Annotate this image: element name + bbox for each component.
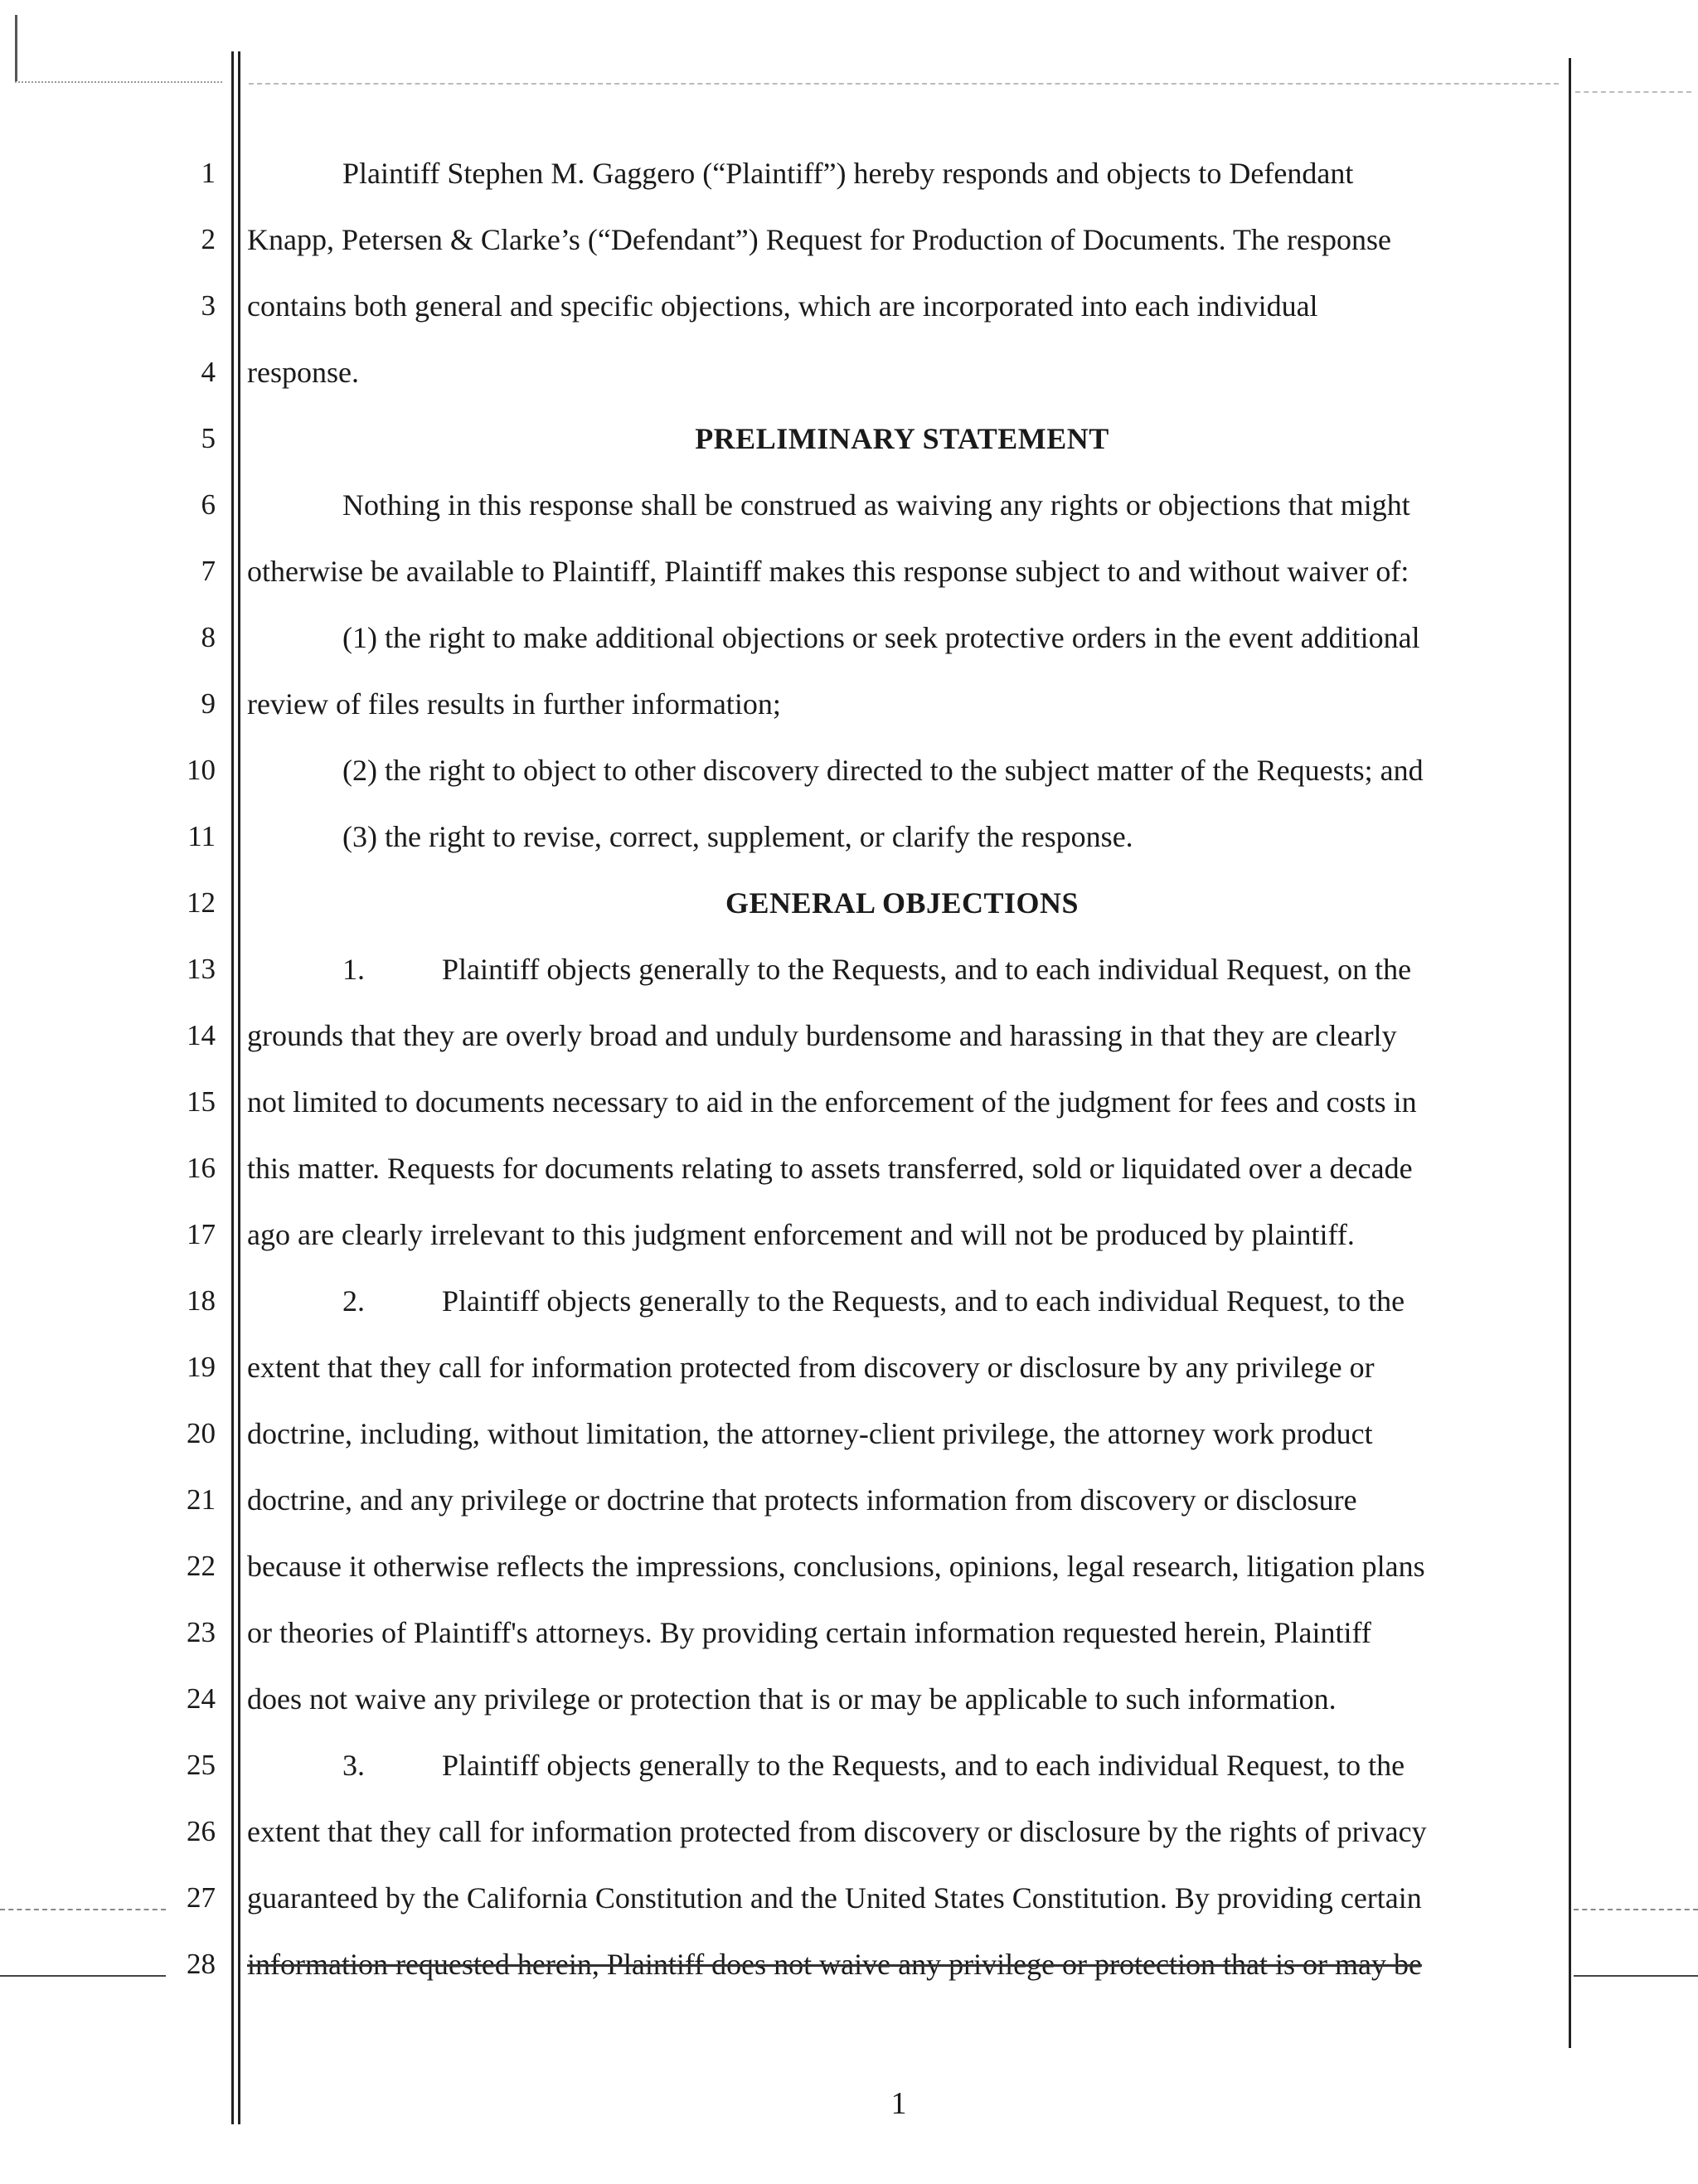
line-number: 27 xyxy=(187,1881,216,1914)
heading-general-objections: GENERAL OBJECTIONS xyxy=(725,886,1079,920)
body-line: this matter. Requests for documents relating to assets transferred, sold or liquidated over a decade xyxy=(247,1152,1413,1185)
body-line: Knapp, Petersen & Clarke’s (“Defendant”) Request for Production of Documents. The response xyxy=(247,223,1391,256)
body-line: (1) the right to make additional objections or seek protective orders in the event additional xyxy=(342,621,1420,654)
heading-preliminary-statement: PRELIMINARY STATEMENT xyxy=(695,422,1109,455)
line-number: 23 xyxy=(187,1616,216,1648)
paragraph-number: 3. xyxy=(342,1749,365,1782)
body-line: ago are clearly irrelevant to this judgment enforcement and will not be produced by plaintiff. xyxy=(247,1218,1355,1251)
corner-dotted-rule xyxy=(15,81,222,83)
line-number: 24 xyxy=(187,1682,216,1715)
line-number: 26 xyxy=(187,1815,216,1847)
body-line: extent that they call for information protected from discovery or disclosure by the rights of privacy xyxy=(247,1815,1427,1848)
line-number: 22 xyxy=(187,1550,216,1582)
line-number: 1 xyxy=(201,157,216,189)
body-line: review of files results in further information; xyxy=(247,687,781,721)
objection-3-first-line xyxy=(247,1749,1652,1782)
body-line: because it otherwise reflects the impressions, conclusions, opinions, legal research, litigation plans xyxy=(247,1550,1425,1583)
left-margin-rule-inner xyxy=(238,51,240,2124)
line-number: 10 xyxy=(187,754,216,786)
body-line: doctrine, including, without limitation, the attorney-client privilege, the attorney work product xyxy=(247,1417,1373,1450)
body-line: doctrine, and any privilege or doctrine that protects information from discovery or disclosure xyxy=(247,1483,1357,1517)
line-number: 21 xyxy=(187,1483,216,1516)
line-number: 4 xyxy=(201,356,216,388)
right-dashed-mark xyxy=(1575,91,1691,93)
line-number: 7 xyxy=(201,555,216,587)
line-number: 6 xyxy=(201,488,216,521)
line-number: 16 xyxy=(187,1152,216,1184)
body-line: not limited to documents necessary to aid in the enforcement of the judgment for fees and costs in xyxy=(247,1085,1417,1119)
body-line: or theories of Plaintiff's attorneys. By providing certain information requested herein, Plaintiff xyxy=(247,1616,1371,1649)
top-dashed-rule xyxy=(249,83,1559,85)
page-number: 1 xyxy=(890,2086,907,2121)
line-number: 17 xyxy=(187,1218,216,1250)
line-number: 3 xyxy=(201,289,216,322)
objection-1-first-line xyxy=(247,953,1652,986)
corner-mark xyxy=(15,15,17,81)
line-27-left-rule xyxy=(0,1909,166,1910)
line-27-right-rule xyxy=(1574,1909,1698,1910)
body-line: (3) the right to revise, correct, supplement, or clarify the response. xyxy=(342,820,1133,853)
left-margin-rule-outer xyxy=(231,51,234,2124)
line-number: 15 xyxy=(187,1085,216,1118)
line-number: 5 xyxy=(201,422,216,454)
body-line: Plaintiff objects generally to the Requests, and to each individual Request, to the xyxy=(442,1284,1405,1318)
body-line: extent that they call for information protected from discovery or disclosure by any privilege or xyxy=(247,1351,1375,1384)
body-line: Plaintiff objects generally to the Requests, and to each individual Request, to the xyxy=(442,1749,1405,1782)
line-28-left-rule xyxy=(0,1975,166,1977)
body-line: Plaintiff Stephen M. Gaggero (“Plaintiff”) hereby responds and objects to Defendant xyxy=(342,157,1354,190)
body-line: contains both general and specific objections, which are incorporated into each individual xyxy=(247,289,1318,323)
line-number: 13 xyxy=(187,953,216,985)
body-line: grounds that they are overly broad and unduly burdensome and harassing in that they are clearly xyxy=(247,1019,1397,1052)
paragraph-number: 1. xyxy=(342,953,365,986)
line-number: 14 xyxy=(187,1019,216,1051)
body-line: does not waive any privilege or protection that is or may be applicable to such information. xyxy=(247,1682,1337,1716)
line-28-right-rule xyxy=(1574,1975,1698,1977)
body-line: guaranteed by the California Constitution and the United States Constitution. By providing certain xyxy=(247,1881,1422,1915)
body-line: Plaintiff objects generally to the Requests, and to each individual Request, on the xyxy=(442,953,1412,986)
body-line: information requested herein, Plaintiff does not waive any privilege or protection that is or may be xyxy=(247,1948,1422,1981)
line-number: 19 xyxy=(187,1351,216,1383)
body-line: response. xyxy=(247,356,359,389)
objection-2-first-line xyxy=(247,1284,1652,1318)
line-number: 2 xyxy=(201,223,216,255)
line-number: 25 xyxy=(187,1749,216,1781)
line-number: 9 xyxy=(201,687,216,720)
line-number: 18 xyxy=(187,1284,216,1317)
body-line: (2) the right to object to other discovery directed to the subject matter of the Requests; and xyxy=(342,754,1424,787)
line-number: 11 xyxy=(187,820,216,852)
line-number: 12 xyxy=(187,886,216,919)
line-number: 28 xyxy=(187,1948,216,1980)
body-line: otherwise be available to Plaintiff, Plaintiff makes this response subject to and without waiver of: xyxy=(247,555,1409,588)
line-number: 8 xyxy=(201,621,216,653)
line-number: 20 xyxy=(187,1417,216,1449)
body-line: Nothing in this response shall be construed as waiving any rights or objections that might xyxy=(342,488,1410,522)
paragraph-number: 2. xyxy=(342,1284,365,1318)
